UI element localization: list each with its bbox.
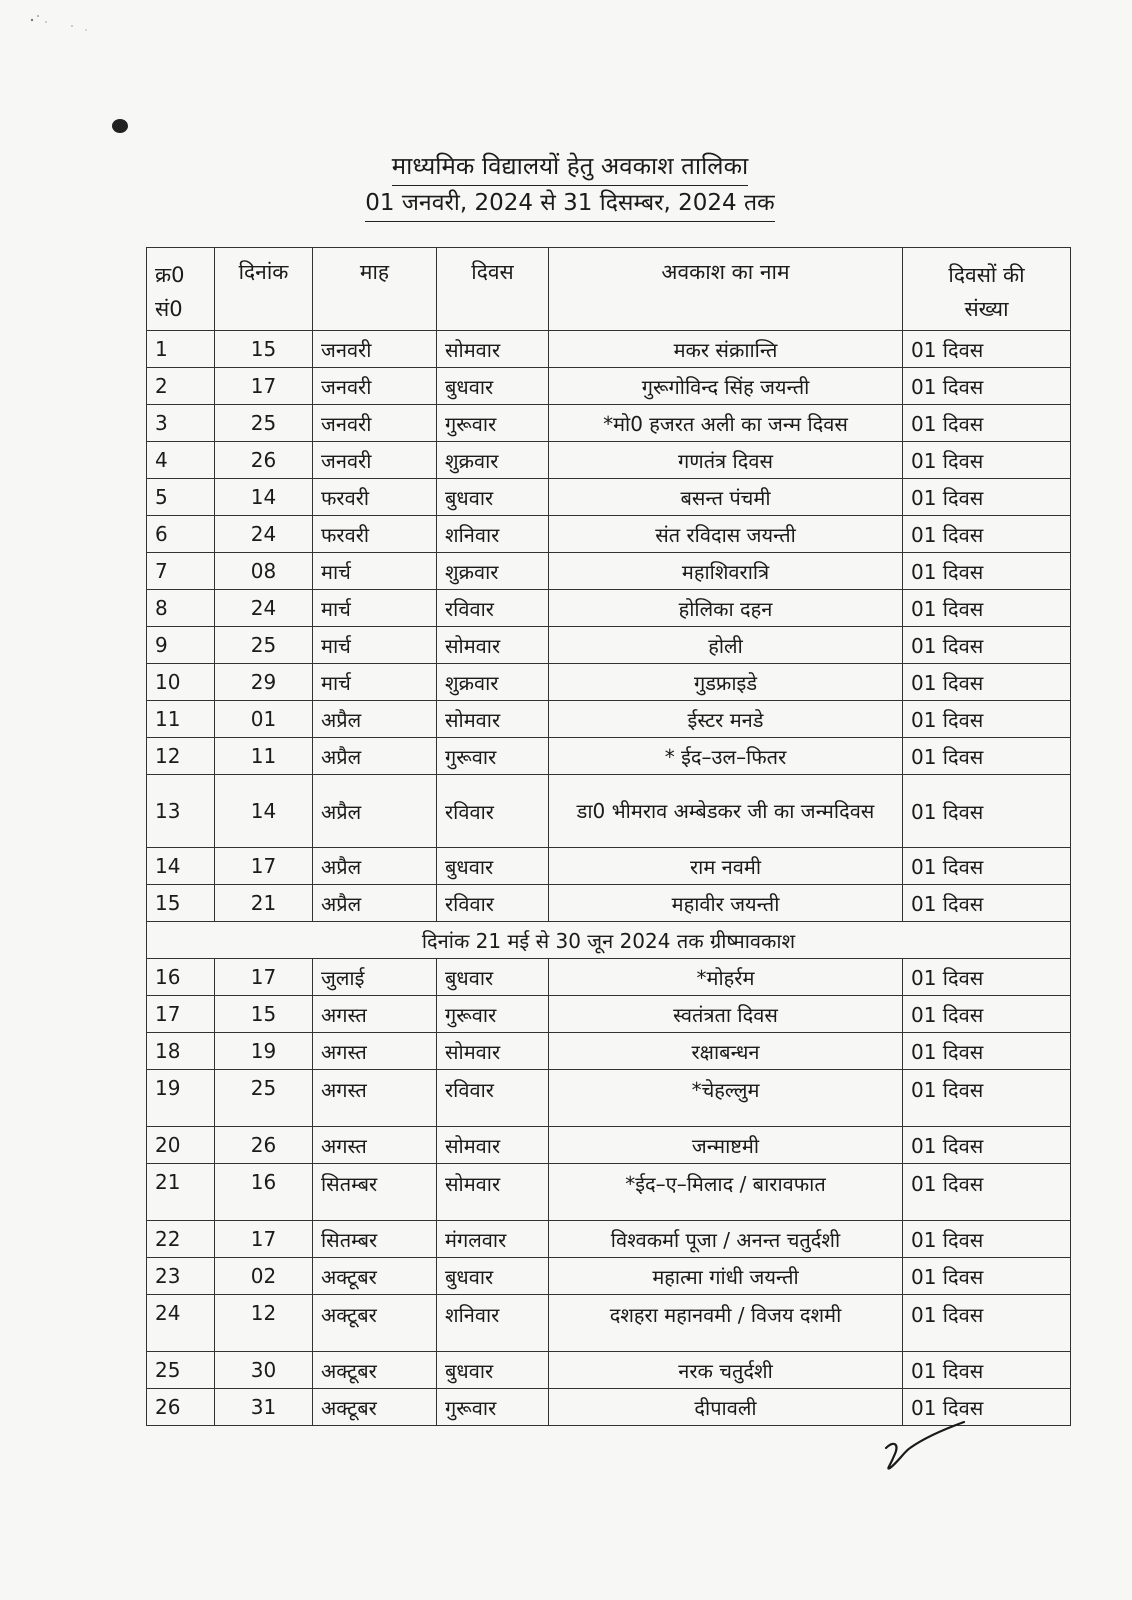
holiday-rows-part1 [147, 331, 1071, 922]
row-day-count: 01 दिवस [903, 1070, 1071, 1127]
row-weekday: सोमवार [437, 331, 549, 368]
table-row [147, 331, 1071, 368]
row-month: मार्च [313, 627, 437, 664]
row-holiday-name: महात्मा गांधी जयन्ती [549, 1258, 903, 1295]
row-holiday-name: *चेहल्लुम [549, 1070, 903, 1127]
table-row [147, 405, 1071, 442]
row-day-count: 01 दिवस [903, 885, 1071, 922]
row-date: 17 [215, 848, 313, 885]
row-day-count: 01 दिवस [903, 1258, 1071, 1295]
row-serial-number: 14 [147, 848, 215, 885]
row-day-count: 01 दिवस [903, 1295, 1071, 1352]
row-day-count: 01 दिवस [903, 959, 1071, 996]
table-row [147, 701, 1071, 738]
row-month: जनवरी [313, 368, 437, 405]
row-serial-number: 15 [147, 885, 215, 922]
row-weekday: बुधवार [437, 959, 549, 996]
row-holiday-name: विश्वकर्मा पूजा / अनन्त चतुर्दशी [549, 1221, 903, 1258]
table-row [147, 1221, 1071, 1258]
row-date: 25 [215, 1070, 313, 1127]
table-row [147, 996, 1071, 1033]
row-weekday: रविवार [437, 775, 549, 848]
row-month: जनवरी [313, 442, 437, 479]
row-date: 26 [215, 442, 313, 479]
row-holiday-name: *ईद–ए–मिलाद / बारावफात [549, 1164, 903, 1221]
row-weekday: सोमवार [437, 627, 549, 664]
row-serial-number: 25 [147, 1352, 215, 1389]
table-row [147, 1070, 1071, 1127]
table-row [147, 885, 1071, 922]
row-date: 12 [215, 1295, 313, 1352]
row-day-count: 01 दिवस [903, 1127, 1071, 1164]
row-serial-number: 2 [147, 368, 215, 405]
row-month: जुलाई [313, 959, 437, 996]
table-row [147, 627, 1071, 664]
row-date: 15 [215, 996, 313, 1033]
row-month: अप्रैल [313, 738, 437, 775]
row-weekday: बुधवार [437, 479, 549, 516]
row-holiday-name: संत रविदास जयन्ती [549, 516, 903, 553]
row-holiday-name: होलिका दहन [549, 590, 903, 627]
row-month: मार्च [313, 664, 437, 701]
table-row [147, 1352, 1071, 1389]
row-weekday: मंगलवार [437, 1221, 549, 1258]
table-row [147, 553, 1071, 590]
row-holiday-name: महाशिवरात्रि [549, 553, 903, 590]
row-day-count: 01 दिवस [903, 627, 1071, 664]
row-weekday: बुधवार [437, 368, 549, 405]
table-row [147, 775, 1071, 848]
row-weekday: सोमवार [437, 1033, 549, 1070]
row-weekday: शुक्रवार [437, 553, 549, 590]
table-row [147, 1127, 1071, 1164]
row-day-count: 01 दिवस [903, 1221, 1071, 1258]
table-row [147, 479, 1071, 516]
header-date: दिनांक [215, 248, 313, 331]
row-date: 19 [215, 1033, 313, 1070]
row-weekday: बुधवार [437, 1352, 549, 1389]
handwritten-signature [880, 1418, 970, 1478]
row-holiday-name: गुरूगोविन्द सिंह जयन्ती [549, 368, 903, 405]
row-day-count: 01 दिवस [903, 516, 1071, 553]
row-serial-number: 7 [147, 553, 215, 590]
row-month: अक्टूबर [313, 1352, 437, 1389]
row-weekday: शनिवार [437, 1295, 549, 1352]
row-holiday-name: होली [549, 627, 903, 664]
row-holiday-name: राम नवमी [549, 848, 903, 885]
row-serial-number: 26 [147, 1389, 215, 1426]
row-month: मार्च [313, 590, 437, 627]
row-weekday: सोमवार [437, 1127, 549, 1164]
row-month: मार्च [313, 553, 437, 590]
row-date: 01 [215, 701, 313, 738]
row-serial-number: 5 [147, 479, 215, 516]
row-serial-number: 17 [147, 996, 215, 1033]
row-serial-number: 23 [147, 1258, 215, 1295]
row-serial-number: 6 [147, 516, 215, 553]
row-day-count: 01 दिवस [903, 996, 1071, 1033]
row-serial-number: 21 [147, 1164, 215, 1221]
table-row [147, 848, 1071, 885]
row-holiday-name: महावीर जयन्ती [549, 885, 903, 922]
row-date: 15 [215, 331, 313, 368]
row-holiday-name: डा0 भीमराव अम्बेडकर जी का जन्मदिवस [549, 775, 903, 848]
row-holiday-name: बसन्त पंचमी [549, 479, 903, 516]
row-date: 11 [215, 738, 313, 775]
header-day-count: दिवसों की संख्या [903, 248, 1071, 331]
row-day-count: 01 दिवस [903, 1352, 1071, 1389]
row-serial-number: 8 [147, 590, 215, 627]
row-month: अगस्त [313, 1070, 437, 1127]
scan-specks [28, 12, 108, 42]
row-month: जनवरी [313, 331, 437, 368]
table-row [147, 516, 1071, 553]
row-weekday: शुक्रवार [437, 442, 549, 479]
row-holiday-name: दशहरा महानवमी / विजय दशमी [549, 1295, 903, 1352]
row-serial-number: 12 [147, 738, 215, 775]
row-weekday: गुरूवार [437, 738, 549, 775]
row-serial-number: 19 [147, 1070, 215, 1127]
row-day-count: 01 दिवस [903, 405, 1071, 442]
summer-vacation-section [147, 922, 1071, 959]
row-serial-number: 3 [147, 405, 215, 442]
row-serial-number: 10 [147, 664, 215, 701]
table-row [147, 368, 1071, 405]
row-serial-number: 1 [147, 331, 215, 368]
row-date: 17 [215, 368, 313, 405]
row-holiday-name: ईस्टर मनडे [549, 701, 903, 738]
row-date: 17 [215, 959, 313, 996]
row-month: अप्रैल [313, 775, 437, 848]
row-month: सितम्बर [313, 1221, 437, 1258]
row-weekday: रविवार [437, 885, 549, 922]
row-holiday-name: स्वतंत्रता दिवस [549, 996, 903, 1033]
row-day-count: 01 दिवस [903, 701, 1071, 738]
row-holiday-name: *मोहर्रम [549, 959, 903, 996]
row-serial-number: 24 [147, 1295, 215, 1352]
table-row [147, 590, 1071, 627]
row-holiday-name: * ईद–उल–फितर [549, 738, 903, 775]
row-weekday: सोमवार [437, 1164, 549, 1221]
row-date: 31 [215, 1389, 313, 1426]
row-month: जनवरी [313, 405, 437, 442]
row-month: अगस्त [313, 996, 437, 1033]
row-date: 16 [215, 1164, 313, 1221]
row-serial-number: 13 [147, 775, 215, 848]
row-serial-number: 20 [147, 1127, 215, 1164]
table-row [147, 1033, 1071, 1070]
row-day-count: 01 दिवस [903, 368, 1071, 405]
row-weekday: सोमवार [437, 701, 549, 738]
header-serial-number: क्र0 सं0 [147, 248, 215, 331]
header-holiday-name: अवकाश का नाम [549, 248, 903, 331]
table-header-row [147, 248, 1071, 331]
row-day-count: 01 दिवस [903, 590, 1071, 627]
row-day-count: 01 दिवस [903, 1164, 1071, 1221]
row-month: फरवरी [313, 479, 437, 516]
summer-vacation-note: दिनांक 21 मई से 30 जून 2024 तक ग्रीष्मावकाश [147, 922, 1071, 959]
row-date: 25 [215, 627, 313, 664]
row-serial-number: 9 [147, 627, 215, 664]
row-month: अक्टूबर [313, 1258, 437, 1295]
row-holiday-name: *मो0 हजरत अली का जन्म दिवस [549, 405, 903, 442]
holiday-table [146, 247, 1071, 1426]
row-day-count: 01 दिवस [903, 848, 1071, 885]
row-holiday-name: नरक चतुर्दशी [549, 1352, 903, 1389]
row-weekday: गुरूवार [437, 1389, 549, 1426]
row-day-count: 01 दिवस [903, 479, 1071, 516]
row-weekday: रविवार [437, 590, 549, 627]
row-month: अक्टूबर [313, 1389, 437, 1426]
row-weekday: बुधवार [437, 1258, 549, 1295]
table-row [147, 1295, 1071, 1352]
row-month: सितम्बर [313, 1164, 437, 1221]
ink-spot [112, 119, 128, 133]
row-day-count: 01 दिवस [903, 775, 1071, 848]
header-day: दिवस [437, 248, 549, 331]
row-date: 24 [215, 516, 313, 553]
row-day-count: 01 दिवस [903, 1389, 1071, 1426]
row-date: 30 [215, 1352, 313, 1389]
table-row [147, 1258, 1071, 1295]
row-date: 14 [215, 775, 313, 848]
table-row [147, 1164, 1071, 1221]
row-month: अक्टूबर [313, 1295, 437, 1352]
row-day-count: 01 दिवस [903, 331, 1071, 368]
row-date: 02 [215, 1258, 313, 1295]
row-date: 14 [215, 479, 313, 516]
row-day-count: 01 दिवस [903, 738, 1071, 775]
summer-vacation-row [147, 922, 1071, 959]
row-date: 25 [215, 405, 313, 442]
row-serial-number: 22 [147, 1221, 215, 1258]
row-date: 21 [215, 885, 313, 922]
row-holiday-name: दीपावली [549, 1389, 903, 1426]
row-serial-number: 18 [147, 1033, 215, 1070]
table-row [147, 959, 1071, 996]
row-month: अप्रैल [313, 701, 437, 738]
document-title: माध्यमिक विद्यालयों हेतु अवकाश तालिका [300, 148, 840, 186]
row-date: 08 [215, 553, 313, 590]
row-date: 29 [215, 664, 313, 701]
table-row [147, 442, 1071, 479]
row-weekday: शनिवार [437, 516, 549, 553]
row-date: 24 [215, 590, 313, 627]
row-weekday: गुरूवार [437, 405, 549, 442]
row-month: अप्रैल [313, 885, 437, 922]
row-day-count: 01 दिवस [903, 664, 1071, 701]
row-serial-number: 16 [147, 959, 215, 996]
row-weekday: गुरूवार [437, 996, 549, 1033]
row-day-count: 01 दिवस [903, 442, 1071, 479]
table-row [147, 738, 1071, 775]
row-month: अप्रैल [313, 848, 437, 885]
row-date: 26 [215, 1127, 313, 1164]
row-day-count: 01 दिवस [903, 1033, 1071, 1070]
row-holiday-name: मकर संक्राान्ति [549, 331, 903, 368]
row-holiday-name: गुडफ्राइडे [549, 664, 903, 701]
row-month: अगस्त [313, 1127, 437, 1164]
document-subtitle: 01 जनवरी, 2024 से 31 दिसम्बर, 2024 तक [300, 186, 840, 222]
holiday-rows-part2 [147, 959, 1071, 1426]
row-serial-number: 11 [147, 701, 215, 738]
row-month: अगस्त [313, 1033, 437, 1070]
row-serial-number: 4 [147, 442, 215, 479]
row-date: 17 [215, 1221, 313, 1258]
row-holiday-name: जन्माष्टमी [549, 1127, 903, 1164]
header-month: माह [313, 248, 437, 331]
row-weekday: बुधवार [437, 848, 549, 885]
row-day-count: 01 दिवस [903, 553, 1071, 590]
row-holiday-name: रक्षाबन्धन [549, 1033, 903, 1070]
table-row [147, 664, 1071, 701]
row-weekday: शुक्रवार [437, 664, 549, 701]
row-holiday-name: गणतंत्र दिवस [549, 442, 903, 479]
row-weekday: रविवार [437, 1070, 549, 1127]
row-month: फरवरी [313, 516, 437, 553]
